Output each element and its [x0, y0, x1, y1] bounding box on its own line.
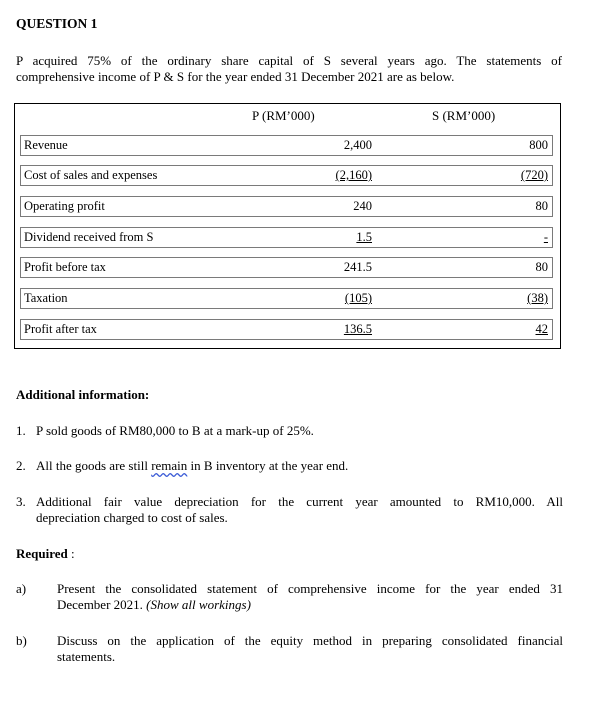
row-label: Dividend received from S [24, 230, 154, 244]
s-value: (38) [527, 291, 548, 305]
s-value: 800 [529, 138, 548, 152]
required-colon: : [67, 546, 75, 561]
item-number: a) [16, 581, 27, 596]
p-value: (2,160) [335, 168, 372, 182]
p-value: 1.5 [356, 230, 372, 244]
item-text-before: All the goods are still [36, 458, 152, 473]
intro-paragraph [16, 53, 562, 85]
intro-line-2: comprehensive income of P & S for the year ended 31 December 2021 are as below. [16, 69, 455, 84]
table-row [20, 165, 553, 186]
item-number: 2. [16, 458, 26, 473]
p-value: 241.5 [343, 260, 372, 274]
item-line-1: Discuss on the application of the equity method in preparing consolidated financial [57, 633, 563, 648]
spelling-flagged-word: remain [151, 458, 188, 473]
row-label: Taxation [24, 291, 68, 305]
item-number: 3. [16, 494, 26, 509]
table-row [20, 196, 553, 217]
p-value: (105) [344, 291, 372, 305]
item-line-2: December 2021. [57, 597, 147, 612]
required-label: Required [16, 546, 68, 561]
s-value: (720) [520, 168, 548, 182]
header-s: S (RM’000) [432, 108, 496, 123]
additional-info-heading: Additional information: [16, 387, 150, 402]
table-row [20, 135, 553, 156]
row-label: Cost of sales and expenses [24, 168, 158, 182]
income-statement-table [14, 103, 561, 349]
p-value: 240 [353, 199, 372, 213]
row-label: Profit before tax [24, 260, 106, 274]
p-value: 136.5 [343, 322, 372, 336]
item-text [57, 633, 563, 665]
table-row [20, 257, 553, 278]
p-value: 2,400 [343, 138, 372, 152]
required-heading [16, 546, 75, 562]
item-line-2-italic: (Show all workings) [146, 597, 251, 612]
item-number: 1. [16, 423, 26, 438]
intro-line-1: P acquired 75% of the ordinary share capital of S several years ago. The statements of [16, 53, 562, 68]
item-text-after: in B inventory at the year end. [187, 458, 349, 473]
item-text [57, 581, 563, 613]
item-line-1: Additional fair value depreciation for the current year amounted to RM10,000. All [36, 494, 563, 509]
row-label: Operating profit [24, 199, 105, 213]
row-label: Profit after tax [24, 322, 97, 336]
item-line-2: depreciation charged to cost of sales. [36, 510, 228, 525]
s-value: - [543, 230, 548, 244]
s-value: 80 [535, 260, 548, 274]
s-value: 80 [535, 199, 548, 213]
table-row [20, 227, 553, 248]
table-row [20, 319, 553, 340]
item-line-1: Present the consolidated statement of comprehensive income for the year ended 31 [57, 581, 563, 596]
item-text [36, 458, 563, 474]
table-row [20, 288, 553, 309]
row-label: Revenue [24, 138, 68, 152]
item-line-2: statements. [57, 649, 116, 664]
s-value: 42 [535, 322, 548, 336]
question-title: QUESTION 1 [16, 16, 98, 31]
header-p: P (RM’000) [252, 108, 315, 123]
item-text: P sold goods of RM80,000 to B at a mark-up of 25%. [36, 423, 314, 438]
item-text [36, 494, 563, 526]
item-number: b) [16, 633, 27, 648]
